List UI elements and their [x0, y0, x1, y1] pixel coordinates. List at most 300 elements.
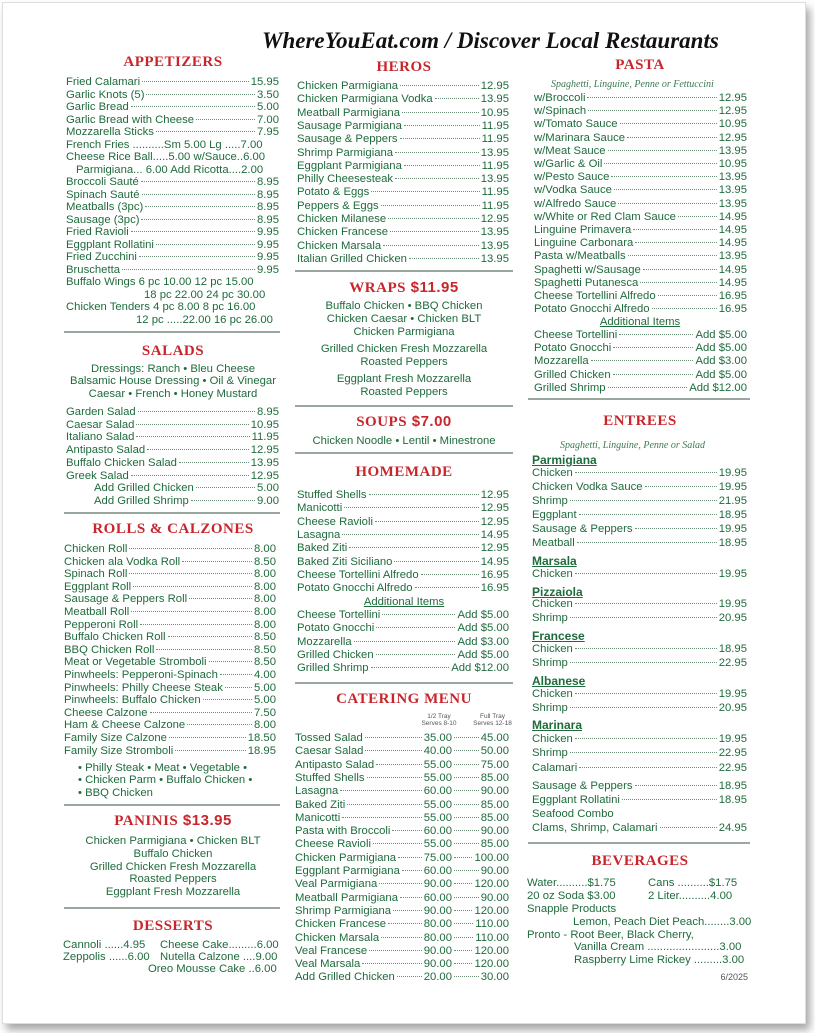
- item-price: 13.95: [480, 146, 509, 159]
- dot-leader: [344, 507, 479, 508]
- beverages-heading-text: BEVERAGES: [591, 853, 689, 869]
- section-divider: [64, 331, 280, 333]
- dot-leader: [209, 661, 252, 662]
- dot-leader: [454, 897, 479, 898]
- dessert-cannoli: Cannoli ......4.95: [63, 939, 146, 951]
- menu-item: [297, 80, 509, 93]
- item-price: 9.95: [257, 226, 279, 238]
- dot-leader: [622, 799, 717, 800]
- item-name: Eggplant Rollatini: [532, 794, 620, 807]
- item-price: Add $3.00: [457, 635, 509, 648]
- catering-item: [295, 825, 452, 838]
- item-price: 60.00: [423, 785, 452, 798]
- entrees-francese-label: Francese: [532, 629, 585, 643]
- item-name: Cheese Calzone: [64, 706, 148, 719]
- menu-item: [532, 780, 747, 793]
- item-price: 8.00: [254, 543, 276, 555]
- item-name: Baked Ziti: [295, 798, 346, 811]
- item-name: Pinwheels: Philly Cheese Steak: [64, 681, 223, 694]
- dot-leader: [340, 790, 421, 791]
- chicken-tenders-line-2: 12 pc .....22.00 16 pc 26.00: [136, 313, 273, 326]
- menu-item: [297, 133, 509, 146]
- item-name: w/Vodka Sauce: [534, 184, 612, 197]
- appetizers-heading: [64, 54, 282, 71]
- item-name: Chicken Francese: [297, 226, 389, 239]
- catering-full-tray: [452, 971, 509, 984]
- item-price: 4.00: [254, 669, 276, 681]
- dot-leader: [168, 636, 252, 637]
- dot-leader: [421, 574, 479, 575]
- menu-item: [534, 224, 747, 237]
- dot-leader: [367, 777, 422, 778]
- dot-leader: [435, 98, 479, 99]
- menu-item: [297, 502, 509, 515]
- paninis-heading-price: $13.95: [178, 812, 232, 829]
- dot-leader: [376, 764, 422, 765]
- soups-heading: [293, 413, 515, 431]
- menu-item: [532, 747, 747, 760]
- item-price: 11.95: [481, 159, 509, 172]
- dot-leader: [620, 123, 717, 124]
- dot-leader: [454, 857, 472, 858]
- dot-leader: [454, 843, 479, 844]
- item-price: 16.95: [480, 568, 509, 581]
- menu-item: [532, 733, 747, 746]
- soups-line: Chicken Noodle • Lentil • Minestrone: [312, 435, 496, 447]
- menu-item: [297, 542, 509, 555]
- menu-item: [534, 184, 747, 197]
- catering-full-tray: [452, 838, 509, 851]
- item-price: 18.95: [718, 508, 747, 521]
- item-price: 45.00: [480, 732, 509, 744]
- item-price: 55.00: [423, 758, 452, 771]
- item-name: Manicotti: [295, 811, 341, 824]
- item-name: BBQ Chicken Roll: [64, 643, 155, 656]
- item-name: Family Size Stromboli: [64, 744, 174, 757]
- catering-full-tray: [452, 932, 509, 945]
- menu-item: [534, 355, 747, 368]
- menu-item: [66, 89, 279, 102]
- item-name: Eggplant Roll: [64, 580, 132, 593]
- item-price: 12.95: [480, 213, 509, 225]
- item-name: Antipasto Salad: [295, 758, 375, 771]
- item-price: 9.95: [257, 251, 279, 263]
- item-name: Pasta w/Meatballs: [534, 250, 626, 263]
- seafood-combo-price: [532, 822, 747, 835]
- dot-leader: [454, 804, 479, 805]
- buffalo-wings-line-2: 18 pc 22.00 24 pc 30.00: [144, 288, 266, 301]
- item-price: 11.95: [481, 186, 509, 199]
- item-name: Shrimp: [532, 657, 568, 670]
- item-price: 8.00: [254, 593, 276, 606]
- item-price: 12.95: [718, 92, 747, 104]
- item-name: Meatballs (3pc): [66, 201, 144, 213]
- dot-leader: [398, 857, 422, 858]
- item-price: 19.95: [718, 688, 747, 700]
- menu-item: [532, 509, 747, 522]
- menu-item: [297, 582, 509, 595]
- item-name: Italian Grilled Chicken: [297, 252, 407, 265]
- item-name: Fried Calamari: [66, 76, 141, 88]
- catering-item: [295, 958, 452, 971]
- dot-leader: [613, 347, 693, 348]
- dot-leader: [652, 308, 717, 309]
- dot-leader: [400, 897, 422, 898]
- rolls-calzones-heading: [64, 521, 282, 538]
- salad-dressings-1: Dressings: Ranch • Bleu Cheese: [90, 363, 256, 375]
- item-price: 5.00: [257, 101, 279, 113]
- item-name: Chicken Parmigiana Vodka: [297, 93, 433, 106]
- menu-item: [64, 644, 276, 657]
- item-price: 22.95: [718, 657, 747, 670]
- menu-item: [297, 213, 509, 226]
- item-price: 14.95: [480, 555, 509, 568]
- dot-leader: [454, 950, 472, 951]
- dot-leader: [131, 231, 255, 232]
- item-price: Add $5.00: [695, 342, 747, 355]
- dot-leader: [643, 269, 717, 270]
- item-price: 22.95: [718, 747, 747, 760]
- item-price: 12.95: [250, 469, 279, 482]
- menu-item: [66, 226, 279, 239]
- item-name: Chicken: [532, 568, 573, 580]
- dot-leader: [390, 231, 479, 232]
- menu-item: [66, 189, 279, 202]
- menu-date: 6/2025: [720, 972, 748, 982]
- menu-item: [66, 214, 279, 227]
- dot-leader: [373, 843, 422, 844]
- dot-leader: [169, 737, 246, 738]
- item-name: w/Alfredo Sauce: [534, 197, 617, 210]
- item-name: Chicken Roll: [64, 543, 128, 555]
- dot-leader: [575, 693, 717, 694]
- item-name: Spaghetti w/Sausage: [534, 263, 641, 276]
- dot-leader: [369, 950, 422, 951]
- catering-item: [295, 838, 452, 851]
- half-tray-label: 1/2 Tray: [427, 713, 451, 720]
- dot-leader: [182, 561, 252, 562]
- menu-item: [64, 568, 276, 581]
- item-price: 30.00: [480, 971, 509, 984]
- item-price: 21.95: [718, 494, 747, 507]
- item-price: 7.00: [257, 113, 279, 126]
- menu-item: [64, 682, 276, 695]
- dot-leader: [196, 119, 255, 120]
- dot-leader: [575, 573, 717, 574]
- item-name: Mozzarella: [534, 355, 589, 368]
- catering-full-tray: [452, 945, 509, 958]
- dot-leader: [454, 764, 479, 765]
- item-price: 14.95: [718, 224, 747, 236]
- paninis-heading: [64, 812, 282, 830]
- dot-leader: [150, 712, 252, 713]
- dot-leader: [196, 487, 255, 488]
- soups-heading-text: SOUPS: [356, 414, 408, 430]
- dot-leader: [635, 242, 716, 243]
- item-price: 5.00: [257, 482, 279, 495]
- item-price: 12.95: [718, 105, 747, 118]
- menu-item: [532, 495, 747, 508]
- dot-leader: [187, 724, 252, 725]
- item-price: 12.95: [480, 542, 509, 555]
- dot-leader: [454, 790, 479, 791]
- catering-full-tray: [452, 812, 509, 825]
- dot-leader: [645, 486, 717, 487]
- item-price: 14.95: [718, 276, 747, 289]
- item-name: Add Grilled Chicken: [94, 482, 194, 495]
- entrees-pizzaiola-label: Pizzaiola: [532, 585, 583, 599]
- item-price: 120.00: [474, 944, 509, 957]
- item-price: 75.00: [480, 758, 509, 771]
- item-price: 13.95: [718, 250, 747, 263]
- item-name: Mozzarella Sticks: [66, 126, 154, 138]
- dot-leader: [454, 963, 472, 964]
- item-name: Philly Cheesesteak: [297, 173, 394, 186]
- dot-leader: [220, 674, 252, 675]
- catering-item: [295, 878, 452, 891]
- menu-item: [534, 382, 747, 395]
- menu-item: [534, 211, 747, 224]
- section-divider: [295, 682, 513, 684]
- rice-ball-line: Cheese Rice Ball.....5.00 w/Sauce..6.00: [66, 151, 266, 163]
- beverage-water: Water..........$1.75: [527, 877, 616, 889]
- menu-item: [534, 132, 747, 145]
- item-name: Manicotti: [297, 502, 343, 515]
- item-name: Shrimp: [532, 747, 568, 760]
- item-price: 75.00: [423, 851, 452, 864]
- salads-heading: [64, 343, 282, 360]
- paninis-heading-text: PANINIS: [114, 813, 179, 829]
- dot-leader: [138, 411, 255, 412]
- dot-leader: [570, 707, 717, 708]
- section-divider: [528, 842, 750, 844]
- dot-leader: [362, 963, 421, 964]
- item-price: 13.95: [480, 239, 509, 252]
- wrap-line: Buffalo Chicken • BBQ Chicken: [325, 300, 483, 312]
- item-name: Cheese Ravioli: [297, 515, 373, 528]
- catering-full-tray: [452, 918, 509, 931]
- menu-item: [297, 609, 509, 622]
- menu-item: [64, 593, 276, 606]
- item-name: Shrimp Parmigiana: [297, 146, 394, 159]
- item-price: 13.95: [250, 456, 279, 469]
- item-name: Add Grilled Shrimp: [94, 494, 189, 507]
- catering-item: [295, 971, 452, 984]
- item-name: Pasta with Broccoli: [295, 825, 391, 838]
- menu-item: [66, 101, 279, 114]
- catering-full-tray: [452, 759, 509, 772]
- rolls-calzones-heading-text: ROLLS & CALZONES: [92, 521, 254, 537]
- item-name: Caesar Salad: [66, 418, 135, 431]
- item-price: 14.95: [718, 210, 747, 223]
- catering-item: [295, 732, 452, 745]
- menu-item: [532, 657, 747, 670]
- pasta-additional-items: Additional Items: [599, 316, 681, 328]
- item-price: 18.95: [718, 643, 747, 655]
- item-price: 19.95: [718, 568, 747, 580]
- menu-item: [66, 201, 279, 214]
- item-price: 9.00: [257, 494, 279, 507]
- item-price: 16.95: [480, 582, 509, 595]
- dot-leader: [394, 561, 478, 562]
- entrees-note: Spaghetti, Linguine, Penne or Salad: [560, 440, 705, 451]
- item-name: Cheese Tortellini Alfredo: [534, 290, 656, 302]
- item-price: 12.95: [480, 80, 509, 92]
- dot-leader: [145, 206, 255, 207]
- entrees-marsala-label: Marsala: [532, 554, 577, 568]
- item-name: Antipasto Salad: [66, 444, 146, 457]
- menu-item: [297, 93, 509, 106]
- menu-item: [532, 537, 747, 550]
- menu-item: [297, 516, 509, 529]
- entrees-marinara-label: Marinara: [532, 718, 583, 732]
- menu-item: [534, 303, 747, 316]
- item-name: Potato Gnocchi: [534, 342, 612, 355]
- item-name: Meatball Parmigiana: [295, 891, 398, 904]
- item-price: 13.95: [718, 197, 747, 210]
- dot-leader: [129, 548, 252, 549]
- item-price: 20.00: [423, 971, 452, 984]
- item-name: Pinwheels: Pepperoni-Spinach: [64, 669, 218, 681]
- dot-leader: [454, 817, 479, 818]
- dot-leader: [342, 534, 478, 535]
- item-price: 12.95: [480, 515, 509, 528]
- item-name: Buffalo Chicken Salad: [66, 456, 177, 469]
- item-name: Sausage & Peppers: [532, 780, 633, 792]
- catering-item: [295, 852, 452, 865]
- item-price: 8.00: [254, 580, 276, 593]
- dot-leader: [365, 737, 422, 738]
- menu-item: [297, 240, 509, 253]
- menu-item: [532, 612, 747, 625]
- item-name: w/Spinach: [534, 105, 587, 118]
- item-name: Sausage Parmigiana: [297, 119, 402, 132]
- item-price: 90.00: [423, 904, 452, 917]
- item-name: Grilled Shrimp: [534, 381, 606, 394]
- item-name: Chicken Marsala: [295, 931, 380, 944]
- item-name: Family Size Calzone: [64, 732, 167, 744]
- item-price: 85.00: [480, 798, 509, 811]
- dot-leader: [658, 295, 717, 296]
- item-name: Eggplant Rollatini: [66, 238, 154, 251]
- item-name: w/Garlic & Oil: [534, 158, 603, 170]
- dot-leader: [409, 258, 479, 259]
- menu-item: [64, 556, 276, 569]
- dot-leader: [570, 662, 717, 663]
- item-name: Sausage & Peppers: [532, 522, 633, 535]
- item-price: Add $5.00: [457, 609, 509, 621]
- catering-full-tray: [452, 732, 509, 745]
- dot-leader: [369, 494, 479, 495]
- item-name: Greek Salad: [66, 469, 129, 482]
- item-name: Sausage & Peppers: [297, 133, 398, 146]
- dot-leader: [618, 203, 716, 204]
- dot-leader: [402, 870, 422, 871]
- site-title: WhereYouEat.com / Discover Local Restaurants: [262, 28, 719, 53]
- menu-item: [64, 732, 276, 745]
- menu-item: [64, 619, 276, 632]
- item-name: Pepperoni Roll: [64, 618, 139, 631]
- menu-item: [532, 568, 747, 581]
- menu-item: [297, 173, 509, 186]
- item-price: 110.00: [475, 931, 509, 944]
- item-name: Sausage (3pc): [66, 213, 140, 226]
- item-name: Add Grilled Chicken: [295, 971, 395, 984]
- dot-leader: [454, 750, 479, 751]
- beverage-soda: 20 oz Soda $3.00: [527, 890, 616, 902]
- item-price: 35.00: [423, 732, 452, 744]
- salads-heading-text: SALADS: [141, 343, 205, 359]
- item-price: Add $12.00: [689, 381, 747, 394]
- dot-leader: [342, 817, 422, 818]
- menu-item: [64, 669, 276, 682]
- item-price: 10.95: [480, 106, 509, 119]
- item-name: Chicken: [532, 598, 573, 610]
- dot-leader: [375, 521, 479, 522]
- item-price: 10.95: [718, 158, 747, 170]
- item-name: Chicken: [532, 733, 573, 745]
- menu-item: [297, 649, 509, 662]
- soups-heading-price: $7.00: [407, 413, 452, 430]
- dot-leader: [147, 449, 249, 450]
- item-price: 8.50: [254, 643, 276, 656]
- menu-item: [297, 529, 509, 542]
- item-name: Lasagna: [297, 528, 341, 541]
- menu-item: [534, 92, 747, 105]
- item-price: 22.95: [718, 761, 747, 774]
- item-price: 18.95: [718, 536, 747, 549]
- item-price: 15.95: [250, 76, 279, 88]
- item-name: w/Marinara Sauce: [534, 131, 626, 144]
- item-price: 11.95: [251, 431, 279, 444]
- salad-dressings-2: Balsamic House Dressing • Oil & Vinegar: [70, 375, 276, 387]
- dot-leader: [141, 219, 255, 220]
- item-price: 20.95: [718, 612, 747, 625]
- item-price: 19.95: [718, 598, 747, 610]
- section-divider: [295, 452, 513, 454]
- menu-item: [532, 467, 747, 480]
- dot-leader: [397, 976, 422, 977]
- item-name: Potato Gnocchi Alfredo: [297, 582, 413, 595]
- full-tray-serves: Serves 12-18: [473, 720, 512, 727]
- beverage-snapple: Snapple Products: [527, 903, 617, 915]
- dot-leader: [131, 106, 255, 107]
- beverages-heading: [528, 853, 752, 870]
- item-name: Eggplant Parmigiana: [295, 865, 400, 877]
- dot-leader: [381, 937, 422, 938]
- wrap-line: Roasted Peppers: [360, 386, 448, 398]
- item-price: 24.95: [718, 822, 747, 834]
- item-price: 11.95: [481, 133, 509, 146]
- item-price: 8.95: [257, 406, 279, 418]
- item-price: 10.95: [718, 118, 747, 131]
- dot-leader: [395, 152, 479, 153]
- dot-leader: [619, 334, 693, 335]
- item-name: Chicken Vodka Sauce: [532, 480, 643, 493]
- entrees-heading-text: ENTREES: [603, 413, 677, 429]
- item-price: Add $5.00: [695, 329, 747, 341]
- wraps-heading-price: $11.95: [405, 279, 459, 296]
- dot-leader: [577, 542, 717, 543]
- dot-leader: [393, 910, 422, 911]
- item-price: 18.50: [247, 732, 276, 744]
- menu-item: [66, 444, 279, 457]
- catering-full-tray: [452, 892, 509, 905]
- item-name: Meatball Parmigiana: [297, 106, 400, 119]
- menu-item: [66, 431, 279, 444]
- menu-item: [66, 239, 279, 252]
- menu-item: [534, 369, 747, 382]
